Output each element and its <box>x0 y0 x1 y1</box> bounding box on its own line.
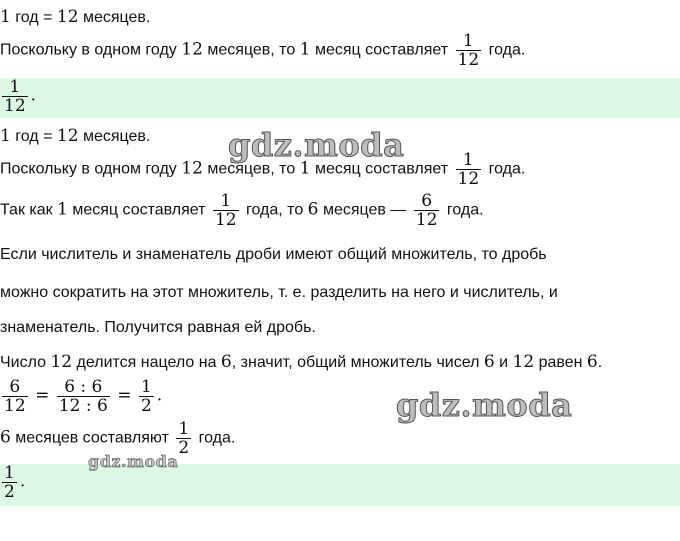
equals-sign: = <box>35 385 50 406</box>
fraction <box>213 192 239 229</box>
denominator: 2 <box>178 438 190 458</box>
number: 1 <box>0 126 11 146</box>
denominator: 12 : 6 <box>58 396 108 416</box>
text: месяц составляет <box>67 201 210 219</box>
text: месяцев, то <box>202 160 300 178</box>
watermark-logo: gdz.moda <box>88 452 179 471</box>
numerator: 1 <box>9 78 21 97</box>
block1-line1 <box>0 7 150 27</box>
block2-line6: знаменатель. Получится равная ей дробь. <box>0 319 316 336</box>
text: , значит, общий множитель чисел <box>231 354 484 371</box>
block2-line7 <box>0 352 602 372</box>
text: месяцев составляют <box>10 429 174 447</box>
watermark-logo: gdz.moda <box>228 126 405 164</box>
numerator: 1 <box>140 377 152 397</box>
number: 6 <box>220 352 232 372</box>
text: . <box>597 354 603 371</box>
numerator: 1 <box>462 150 474 170</box>
text: года. <box>194 429 236 447</box>
number: 12 <box>50 352 73 372</box>
text: месяцев, то <box>202 41 300 59</box>
text: Поскольку в одном году <box>0 41 182 59</box>
numerator: 6 <box>421 191 433 211</box>
fraction <box>2 378 28 415</box>
denominator: 12 <box>214 210 237 230</box>
answer-band-1 <box>0 78 680 118</box>
text: Так как <box>0 201 58 219</box>
number: 12 <box>512 352 535 372</box>
denominator: 2 <box>4 482 15 502</box>
number: 6 <box>586 352 598 372</box>
denominator: 12 <box>457 50 480 70</box>
block2-line1 <box>0 126 150 146</box>
number: 12 <box>56 7 79 27</box>
text: года. <box>484 41 526 59</box>
period: . <box>19 471 26 492</box>
text: года. <box>484 160 526 178</box>
text: месяцев — <box>318 201 411 219</box>
denominator: 12 <box>415 210 438 230</box>
text: Поскольку в одном году <box>0 160 182 178</box>
block2-line5: можно сократить на этот множитель, т. е. разделить на него и числитель, и <box>0 284 558 301</box>
fraction <box>176 420 191 457</box>
equals-sign: = <box>117 385 132 406</box>
denominator: 12 <box>4 396 26 416</box>
text: месяц составляет <box>310 160 453 178</box>
answer-fraction <box>2 78 28 115</box>
numerator: 1 <box>4 464 15 483</box>
text: равен <box>534 354 587 371</box>
text: год = <box>10 9 57 26</box>
period: . <box>30 85 37 106</box>
text: Число <box>0 354 51 371</box>
numerator: 1 <box>220 191 232 211</box>
number: 1 <box>57 199 68 220</box>
numerator: 1 <box>462 31 474 51</box>
number: 6 <box>0 427 11 448</box>
text: года. <box>442 201 484 219</box>
denominator: 12 <box>457 169 480 189</box>
block2-line4: Если числитель и знаменатель дроби имеют общий множитель, то дробь <box>0 246 547 263</box>
numerator: 1 <box>178 419 190 439</box>
text: делится нацело на <box>72 354 221 371</box>
fraction <box>57 378 110 415</box>
text: год = <box>10 128 57 145</box>
number: 1 <box>299 39 311 60</box>
fraction <box>414 192 440 229</box>
text: месяц составляет <box>310 41 453 59</box>
block2-line8-equation <box>0 378 162 415</box>
number: 6 <box>307 199 319 220</box>
block2-line3 <box>0 192 484 229</box>
fraction <box>456 151 482 188</box>
number: 1 <box>299 158 311 179</box>
number: 12 <box>56 126 79 146</box>
numerator: 6 : 6 <box>64 377 103 397</box>
number: 12 <box>181 158 203 179</box>
denominator: 12 <box>4 96 26 116</box>
fraction <box>456 32 482 69</box>
fraction <box>139 378 154 415</box>
text: и <box>494 354 513 371</box>
number: 12 <box>181 39 203 60</box>
block1-line2 <box>0 32 525 69</box>
number: 6 <box>483 352 495 372</box>
number: 1 <box>0 7 11 27</box>
text: месяцев. <box>78 9 151 26</box>
period: . <box>156 385 163 406</box>
watermark-logo: gdz.moda <box>396 386 573 424</box>
answer-fraction <box>2 464 17 501</box>
denominator: 2 <box>140 396 152 416</box>
numerator: 6 <box>9 377 21 397</box>
text: года, то <box>241 201 308 219</box>
text: месяцев. <box>78 128 151 145</box>
